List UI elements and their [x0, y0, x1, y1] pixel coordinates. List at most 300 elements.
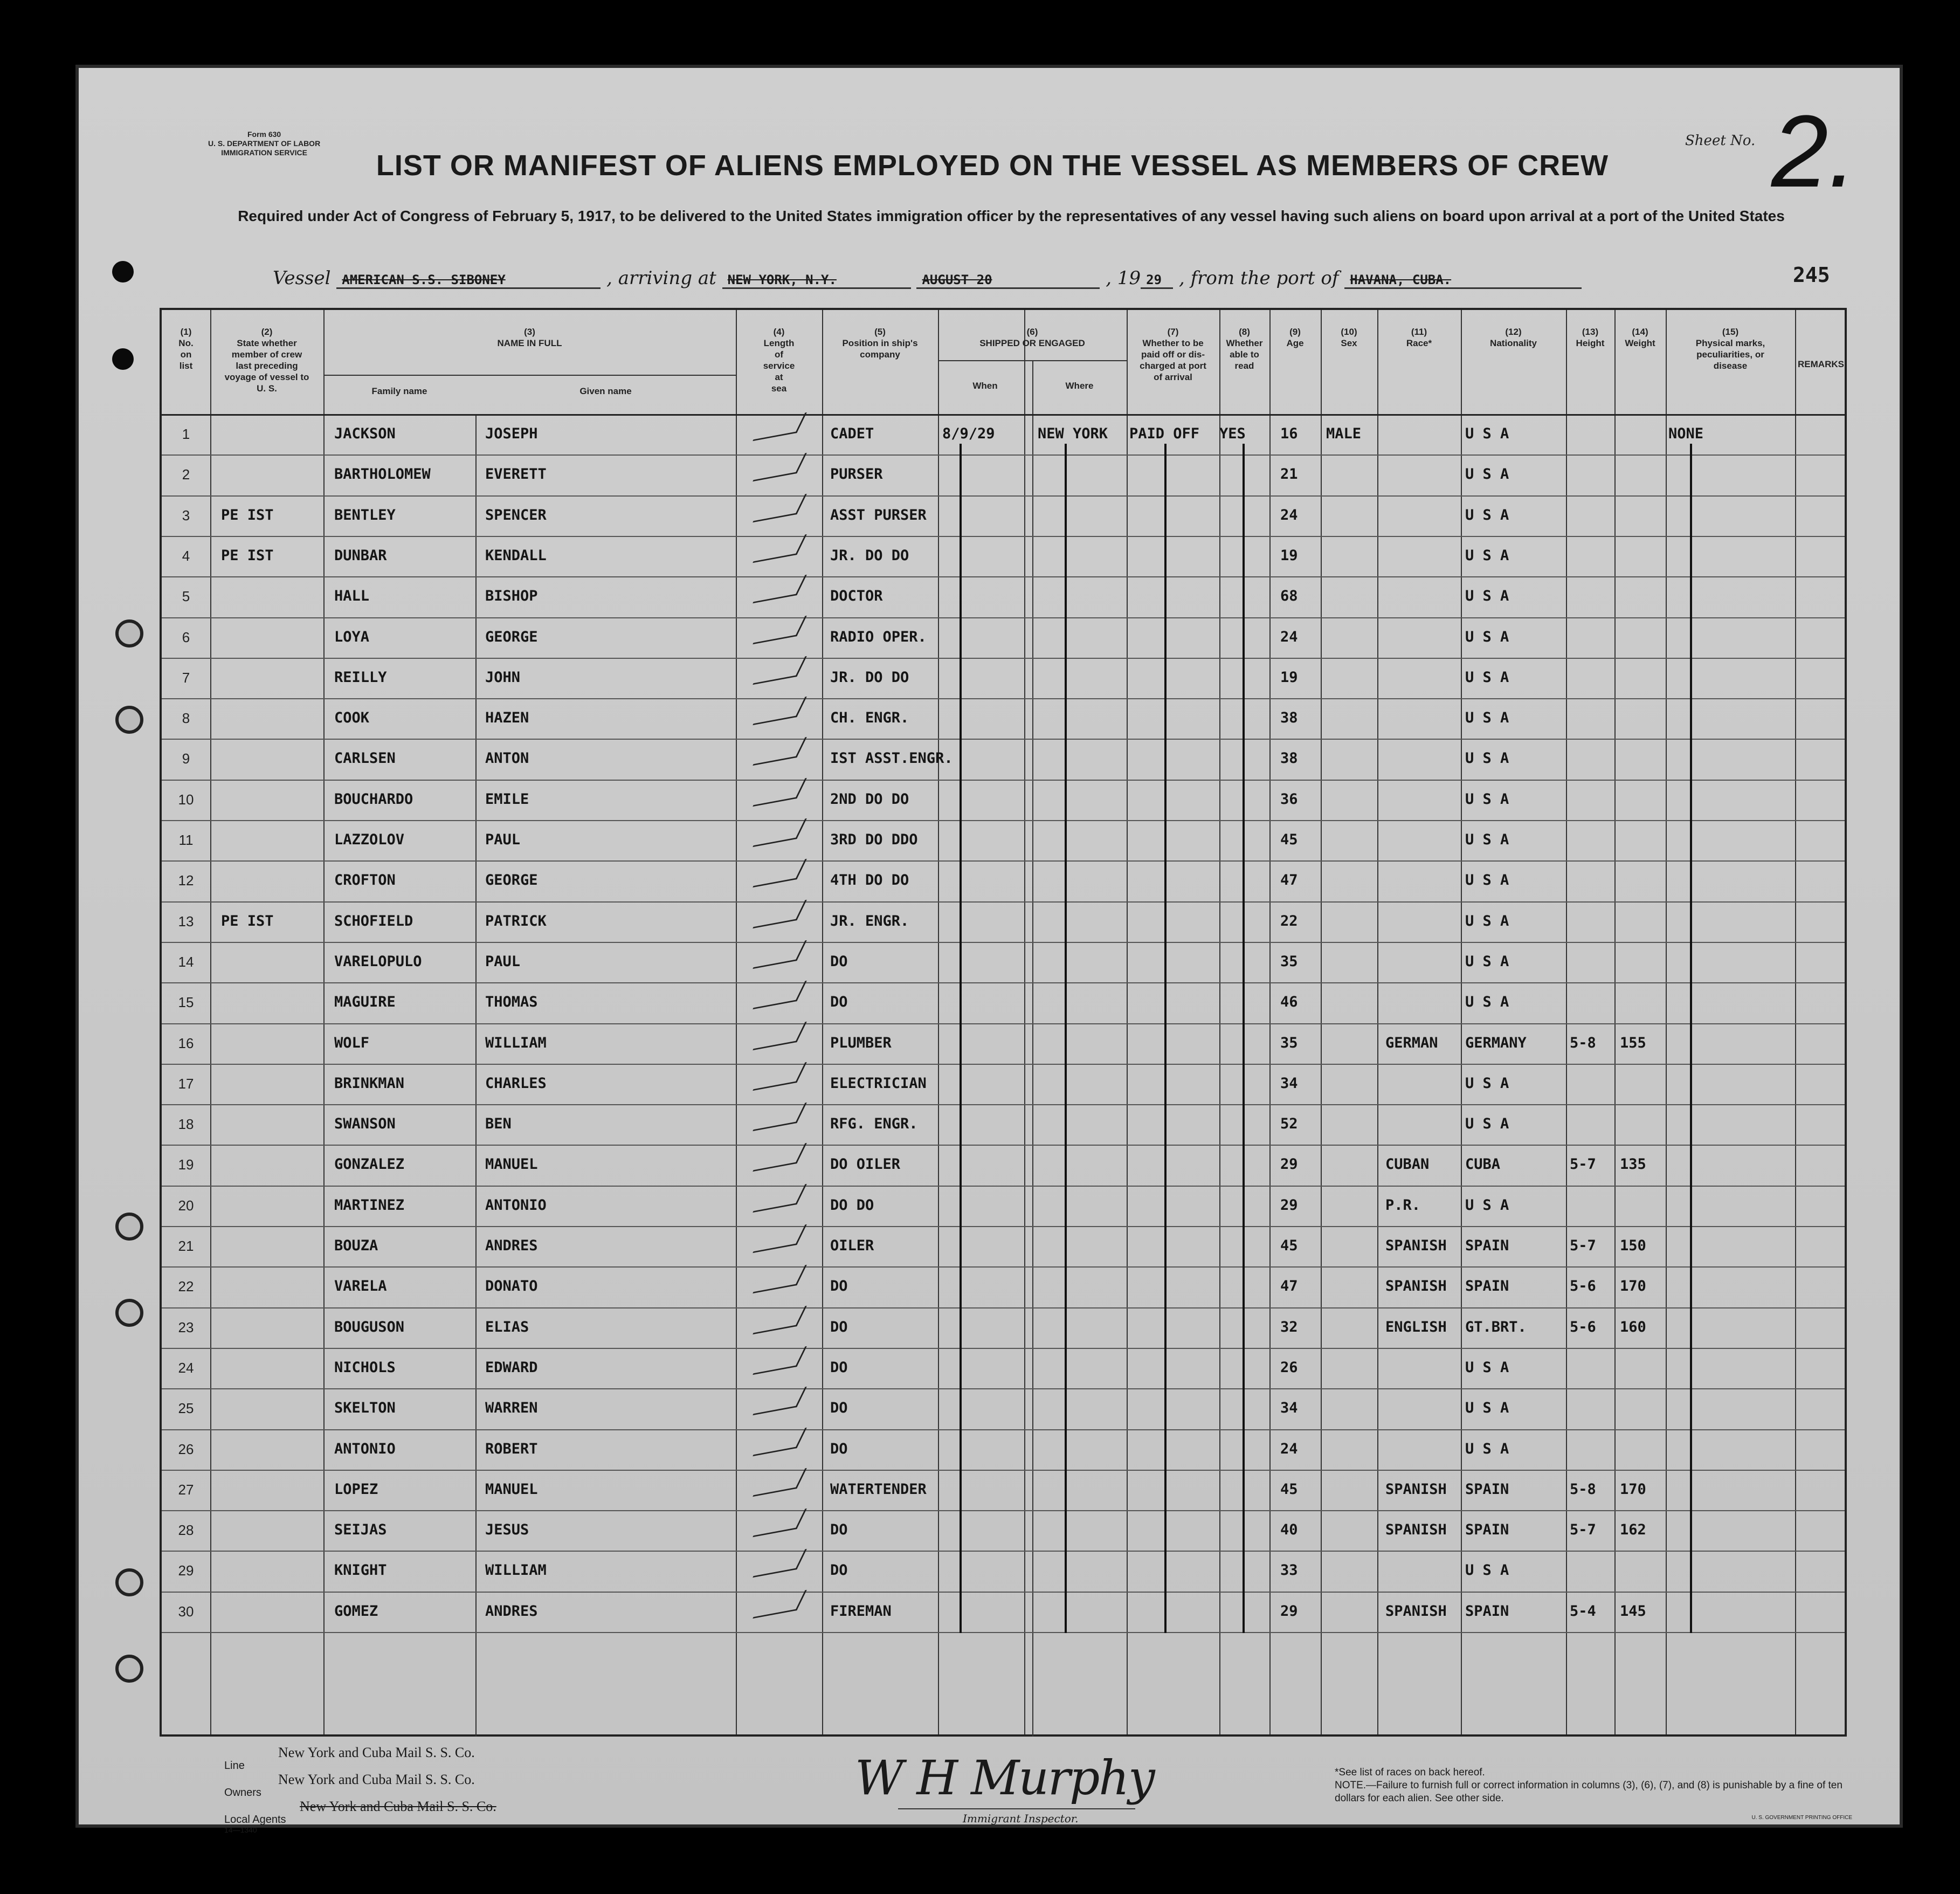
position: DO DO [830, 1196, 874, 1214]
age: 34 [1280, 1075, 1298, 1092]
position: ASST PURSER [830, 506, 927, 524]
given-name: WILLIAM [485, 1562, 547, 1579]
nationality: U S A [1465, 872, 1509, 889]
row-number: 17 [178, 1075, 194, 1092]
position: 3RD DO DDO [830, 831, 918, 848]
position: DO [830, 953, 848, 970]
check-mark [753, 1184, 807, 1213]
family-name: HALL [334, 588, 370, 605]
family-name: BOUZA [334, 1237, 378, 1254]
line-label: Line [224, 1760, 245, 1772]
nationality: U S A [1465, 506, 1509, 524]
row-divider [162, 820, 1845, 821]
family-name: NICHOLS [334, 1359, 396, 1376]
nationality: U S A [1465, 547, 1509, 564]
check-mark [753, 534, 807, 563]
family-name: SWANSON [334, 1115, 396, 1133]
check-mark [753, 1427, 807, 1456]
age: 38 [1280, 750, 1298, 767]
age: 47 [1280, 1278, 1298, 1295]
check-mark [753, 656, 807, 685]
header-where: Where [1065, 381, 1094, 391]
check-mark [753, 818, 807, 847]
check-mark [753, 1590, 807, 1618]
position: DO [830, 1562, 848, 1579]
row-number: 27 [178, 1481, 194, 1498]
given-name: JOSEPH [485, 425, 538, 442]
shipped-where: NEW YORK [1038, 425, 1108, 442]
row-number: 8 [182, 710, 190, 727]
vessel-label: Vessel [273, 267, 331, 289]
given-name: WARREN [485, 1400, 538, 1417]
row-number: 3 [182, 507, 190, 524]
given-name: JOHN [485, 669, 521, 686]
races-note: *See list of races on back hereof. [1335, 1767, 1485, 1778]
family-name: GOMEZ [334, 1602, 378, 1620]
weight: 170 [1620, 1480, 1646, 1498]
row-divider [162, 780, 1845, 781]
nationality: SPAIN [1465, 1278, 1509, 1295]
family-name: CARLSEN [334, 750, 396, 767]
position: PLUMBER [830, 1034, 892, 1051]
nationality: SPAIN [1465, 1237, 1509, 1254]
punch-hole [115, 1299, 143, 1327]
position: RFG. ENGR. [830, 1115, 918, 1133]
header-position: (5) Position in ship's company [842, 327, 918, 360]
ditto-line [1164, 444, 1167, 1633]
row-divider [162, 1145, 1845, 1146]
line-company [278, 1745, 475, 1761]
row-divider [162, 1632, 1845, 1633]
ditto-line [1690, 444, 1692, 1633]
check-mark [753, 1468, 807, 1497]
sheet-label: Sheet No. [1685, 133, 1756, 149]
check-mark [753, 859, 807, 887]
row-number: 25 [178, 1400, 194, 1417]
row-number: 22 [178, 1278, 194, 1295]
header-able-to-read: (8) Whether able to read [1226, 327, 1263, 371]
family-name: CROFTON [334, 872, 396, 889]
header-sex: (10) Sex [1341, 327, 1357, 348]
row-divider [162, 1266, 1845, 1268]
row-number: 2 [182, 466, 190, 483]
nationality: U S A [1465, 588, 1509, 605]
header-length-of-service: (4) Length of service at sea [763, 327, 795, 394]
header-physical-marks: (15) Physical marks, peculiarities, or disease [1695, 327, 1765, 371]
given-name: ROBERT [485, 1440, 538, 1457]
age: 21 [1280, 466, 1298, 483]
row-number: 5 [182, 588, 190, 605]
row-divider [162, 617, 1845, 618]
position: DO [830, 1359, 848, 1376]
check-mark [753, 778, 807, 807]
header-name-in-full: (3) NAME IN FULL [497, 327, 562, 348]
given-name: PATRICK [485, 912, 547, 929]
row-divider [162, 1104, 1845, 1105]
check-mark [753, 1509, 807, 1537]
age: 29 [1280, 1156, 1298, 1173]
inspector-block [855, 1750, 1157, 1831]
vessel-name: AMERICAN S.S. SIBONEY [336, 272, 601, 289]
nationality: U S A [1465, 466, 1509, 483]
nationality: U S A [1465, 831, 1509, 848]
row-number: 30 [178, 1603, 194, 1620]
family-name: GONZALEZ [334, 1156, 405, 1173]
check-mark [753, 737, 807, 766]
check-mark [753, 1021, 807, 1050]
document-subtitle: Required under Act of Congress of February 5, 1917, to be delivered to the United States immigration officer by the representatives of any vessel having such aliens on board upon arrival at a port of the United States [238, 208, 1785, 224]
row-divider [162, 1064, 1845, 1065]
age: 52 [1280, 1115, 1298, 1133]
given-name: GEORGE [485, 872, 538, 889]
printer-line: U. S. GOVERNMENT PRINTING OFFICE [1751, 1815, 1852, 1821]
departure-port: HAVANA, CUBA. [1344, 272, 1582, 289]
form-id: Form 630 [247, 130, 281, 139]
crew-table [160, 308, 1847, 1737]
row-divider [162, 1186, 1845, 1187]
nationality: U S A [1465, 1400, 1509, 1417]
position: OILER [830, 1237, 874, 1254]
arrival-date: AUGUST 20 [916, 272, 1100, 289]
family-name: KNIGHT [334, 1562, 387, 1579]
height: 5-7 [1570, 1237, 1596, 1254]
row-number: 7 [182, 669, 190, 686]
previous-voyage: PE IST [221, 506, 274, 524]
given-name: KENDALL [485, 547, 547, 564]
age: 22 [1280, 912, 1298, 929]
check-mark [753, 1062, 807, 1091]
height: 5-8 [1570, 1480, 1596, 1498]
given-name: BEN [485, 1115, 512, 1133]
check-mark [753, 1224, 807, 1253]
position: 4TH DO DO [830, 872, 909, 889]
age: 40 [1280, 1521, 1298, 1539]
position: DO [830, 1440, 848, 1457]
row-divider [162, 942, 1845, 943]
service-name: IMMIGRATION SERVICE [221, 148, 307, 157]
row-divider [162, 576, 1845, 577]
department-name: U. S. DEPARTMENT OF LABOR [208, 139, 321, 148]
position: FIREMAN [830, 1602, 892, 1620]
given-name: ANTON [485, 750, 529, 767]
row-number: 6 [182, 629, 190, 645]
nationality: GERMANY [1465, 1034, 1527, 1051]
header-nationality: (12) Nationality [1490, 327, 1537, 348]
family-name: WOLF [334, 1034, 370, 1051]
height: 5-6 [1570, 1278, 1596, 1295]
weight: 135 [1620, 1156, 1646, 1173]
row-number: 1 [182, 426, 190, 442]
punch-hole [115, 619, 143, 648]
check-mark [753, 1103, 807, 1131]
position: DO [830, 1318, 848, 1335]
punch-hole [112, 261, 134, 283]
row-number: 14 [178, 953, 194, 970]
notes-block [1335, 1766, 1852, 1824]
nationality: CUBA [1465, 1156, 1501, 1173]
family-name: LOPEZ [334, 1480, 378, 1498]
given-name: EVERETT [485, 466, 547, 483]
header-paid-off: (7) Whether to be paid off or dis- charged at port of arrival [1140, 327, 1206, 382]
check-mark [753, 1549, 807, 1578]
arrival-year: 29 [1141, 272, 1173, 289]
age: 38 [1280, 710, 1298, 727]
header-height: (13) Height [1576, 327, 1605, 348]
given-name: JESUS [485, 1521, 529, 1539]
row-divider [162, 1023, 1845, 1024]
family-name: LOYA [334, 628, 370, 645]
row-number: 18 [178, 1116, 194, 1133]
age: 16 [1280, 425, 1298, 442]
height: 5-4 [1570, 1602, 1596, 1620]
given-name: EDWARD [485, 1359, 538, 1376]
height: 5-6 [1570, 1318, 1596, 1335]
weight: 170 [1620, 1278, 1646, 1295]
given-name: ELIAS [485, 1318, 529, 1335]
row-number: 12 [178, 872, 194, 889]
sheet-number: 2. [1771, 94, 1857, 209]
header-given-name: Given name [579, 386, 632, 396]
family-name: COOK [334, 710, 370, 727]
owners-value: New York and Cuba Mail S. S. Co. [278, 1772, 475, 1787]
position: DOCTOR [830, 588, 883, 605]
nationality: U S A [1465, 425, 1509, 442]
weight: 150 [1620, 1237, 1646, 1254]
position: DO [830, 1400, 848, 1417]
row-divider [162, 860, 1845, 862]
height: 5-7 [1570, 1521, 1596, 1539]
year-label: , 19 [1106, 267, 1141, 289]
age: 26 [1280, 1359, 1298, 1376]
nationality: U S A [1465, 912, 1509, 929]
row-number: 13 [178, 913, 194, 929]
manifest-sheet [75, 65, 1903, 1834]
weight: 145 [1620, 1602, 1646, 1620]
age: 24 [1280, 628, 1298, 645]
row-divider [162, 901, 1845, 903]
header-previous-voyage: (2) State whether member of crew last preceding voyage of vessel to U. S. [224, 327, 309, 394]
row-number: 23 [178, 1319, 194, 1335]
row-divider [162, 1551, 1845, 1552]
row-divider [162, 1226, 1845, 1227]
header-list-number: (1) No. on list [178, 327, 194, 371]
row-divider [162, 739, 1845, 740]
given-name: PAUL [485, 953, 521, 970]
given-name: EMILE [485, 790, 529, 808]
race: SPANISH [1385, 1521, 1447, 1539]
check-mark [753, 615, 807, 644]
check-mark [753, 1387, 807, 1415]
check-mark [753, 453, 807, 481]
punch-hole [115, 706, 143, 734]
age: 29 [1280, 1196, 1298, 1214]
row-divider [162, 698, 1845, 699]
header-race: (11) Race* [1406, 327, 1432, 348]
check-mark [753, 493, 807, 522]
row-divider [162, 1510, 1845, 1511]
age: 35 [1280, 1034, 1298, 1051]
family-name: MARTINEZ [334, 1196, 405, 1214]
nationality: GT.BRT. [1465, 1318, 1527, 1335]
nationality: U S A [1465, 1196, 1509, 1214]
row-number: 20 [178, 1197, 194, 1214]
family-name: SKELTON [334, 1400, 396, 1417]
check-mark [753, 412, 807, 441]
header-shipped-or-engaged: (6) SHIPPED OR ENGAGED [979, 327, 1085, 348]
arriving-label: , arriving at [606, 267, 716, 289]
family-name: BARTHOLOMEW [334, 466, 431, 483]
position: ELECTRICIAN [830, 1075, 927, 1092]
row-divider [162, 1592, 1845, 1593]
family-name: SEIJAS [334, 1521, 387, 1539]
row-divider [162, 658, 1845, 659]
family-name: ANTONIO [334, 1440, 396, 1457]
race: ENGLISH [1385, 1318, 1447, 1335]
check-mark [753, 1143, 807, 1172]
family-name: MAGUIRE [334, 994, 396, 1011]
inspector-signature: W H Murphy [855, 1750, 1154, 1806]
family-name: VARELOPULO [334, 953, 422, 970]
punch-hole [115, 1213, 143, 1241]
row-number: 19 [178, 1156, 194, 1173]
agents-company [300, 1799, 496, 1815]
row-divider [162, 454, 1845, 456]
check-mark [753, 575, 807, 603]
nationality: U S A [1465, 1075, 1509, 1092]
line-value: New York and Cuba Mail S. S. Co. [278, 1745, 475, 1760]
family-name: BOUCHARDO [334, 790, 413, 808]
given-name: DONATO [485, 1278, 538, 1295]
family-name: JACKSON [334, 425, 396, 442]
shipped-when: 8/9/29 [942, 425, 995, 442]
age: 35 [1280, 953, 1298, 970]
family-name: DUNBAR [334, 547, 387, 564]
row-divider [162, 1429, 1845, 1430]
row-divider [162, 495, 1845, 497]
nationality: U S A [1465, 750, 1509, 767]
given-name: HAZEN [485, 710, 529, 727]
nationality: U S A [1465, 994, 1509, 1011]
age: 34 [1280, 1400, 1298, 1417]
physical-marks: NONE [1668, 425, 1704, 442]
height: 5-7 [1570, 1156, 1596, 1173]
row-divider [162, 1388, 1845, 1389]
weight: 155 [1620, 1034, 1646, 1051]
given-name: CHARLES [485, 1075, 547, 1092]
ditto-line [960, 444, 962, 1633]
age: 45 [1280, 831, 1298, 848]
position: DO [830, 994, 848, 1011]
position: PURSER [830, 466, 883, 483]
row-divider [162, 982, 1845, 983]
age: 47 [1280, 872, 1298, 889]
row-number: 10 [178, 791, 194, 808]
row-number: 29 [178, 1562, 194, 1579]
document-title: LIST OR MANIFEST OF ALIENS EMPLOYED ON THE VESSEL AS MEMBERS OF CREW [376, 149, 1609, 182]
position: IST ASST.ENGR. [830, 750, 953, 767]
nationality: U S A [1465, 1359, 1509, 1376]
age: 24 [1280, 506, 1298, 524]
check-mark [753, 1265, 807, 1293]
race: CUBAN [1385, 1156, 1430, 1173]
check-mark [753, 940, 807, 969]
race: P.R. [1385, 1196, 1421, 1214]
header-family-name: Family name [371, 386, 427, 396]
given-name: THOMAS [485, 994, 538, 1011]
given-name: SPENCER [485, 506, 547, 524]
page-number: 245 [1793, 263, 1830, 287]
inspector-label: Immigrant Inspector. [963, 1812, 1079, 1825]
given-name: MANUEL [485, 1156, 538, 1173]
given-name: BISHOP [485, 588, 538, 605]
row-divider [162, 536, 1845, 537]
nationality: SPAIN [1465, 1521, 1509, 1539]
position: RADIO OPER. [830, 628, 927, 645]
nationality: U S A [1465, 953, 1509, 970]
company-block [224, 1745, 763, 1834]
position: JR. DO DO [830, 547, 909, 564]
position: JR. DO DO [830, 669, 909, 686]
given-name: MANUEL [485, 1480, 538, 1498]
race: GERMAN [1385, 1034, 1438, 1051]
family-name: LAZZOLOV [334, 831, 405, 848]
row-number: 21 [178, 1238, 194, 1254]
sex: MALE [1326, 425, 1362, 442]
nationality: U S A [1465, 1115, 1509, 1133]
given-name: GEORGE [485, 628, 538, 645]
age: 36 [1280, 790, 1298, 808]
family-name: VARELA [334, 1278, 387, 1295]
agents-label: Local Agents [224, 1814, 286, 1826]
given-name: PAUL [485, 831, 521, 848]
row-divider [162, 1470, 1845, 1471]
age: 45 [1280, 1480, 1298, 1498]
check-mark [753, 697, 807, 725]
header-remarks: REMARKS [1798, 359, 1844, 369]
given-name: WILLIAM [485, 1034, 547, 1051]
punch-hole [112, 348, 134, 370]
height: 5-8 [1570, 1034, 1596, 1051]
nationality: U S A [1465, 1562, 1509, 1579]
row-number: 24 [178, 1359, 194, 1376]
header-weight: (14) Weight [1625, 327, 1655, 348]
position: CADET [830, 425, 874, 442]
ditto-line [1243, 444, 1245, 1633]
paid-off: PAID OFF [1129, 425, 1200, 442]
family-name: BRINKMAN [334, 1075, 405, 1092]
row-number: 15 [178, 994, 194, 1011]
check-mark [753, 899, 807, 928]
nationality: SPAIN [1465, 1480, 1509, 1498]
row-number: 28 [178, 1522, 194, 1539]
nationality: U S A [1465, 710, 1509, 727]
check-mark [753, 1346, 807, 1375]
given-name: ANDRES [485, 1602, 538, 1620]
position: CH. ENGR. [830, 710, 909, 727]
given-name: ANDRES [485, 1237, 538, 1254]
position: DO [830, 1521, 848, 1539]
row-number: 9 [182, 750, 190, 767]
ditto-line [1065, 444, 1067, 1633]
check-mark [753, 1305, 807, 1334]
age: 33 [1280, 1562, 1298, 1579]
age: 19 [1280, 669, 1298, 686]
nationality: U S A [1465, 628, 1509, 645]
position: DO OILER [830, 1156, 901, 1173]
previous-voyage: PE IST [221, 547, 274, 564]
position: DO [830, 1278, 848, 1295]
vessel-line [273, 267, 1582, 289]
